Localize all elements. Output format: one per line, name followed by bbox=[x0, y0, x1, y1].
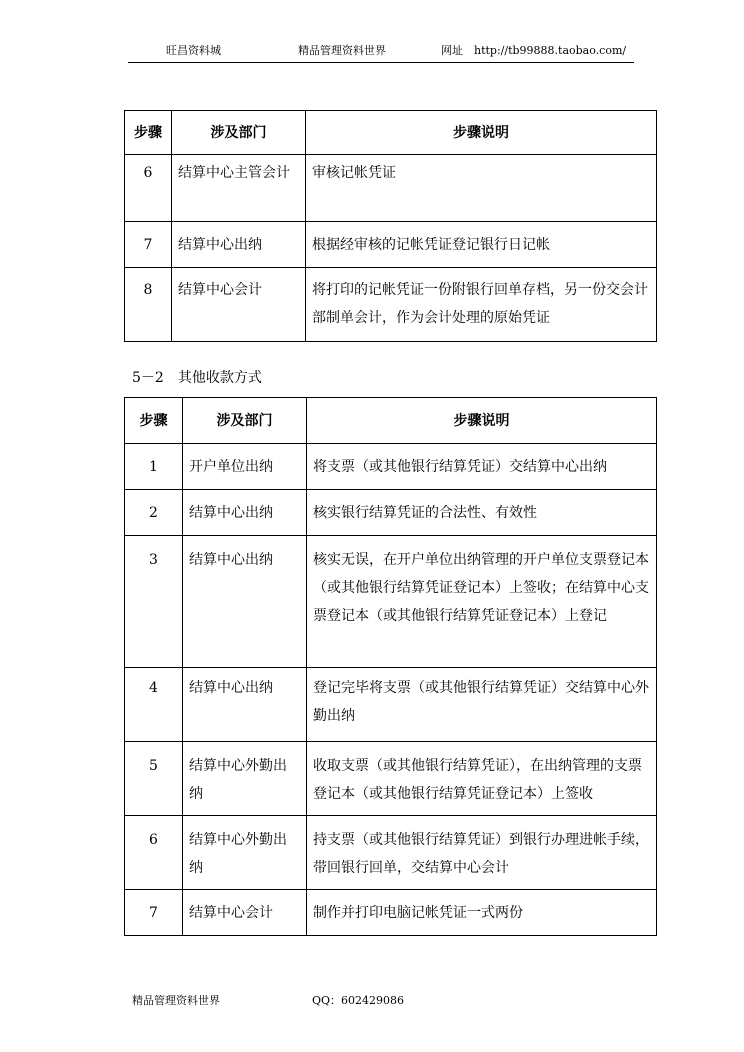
page-header bbox=[128, 44, 634, 63]
step-dept: 结算中心出纳 bbox=[183, 536, 307, 668]
step-number: 4 bbox=[125, 668, 183, 742]
table-row bbox=[125, 155, 657, 222]
step-dept: 结算中心出纳 bbox=[183, 490, 307, 536]
table-row bbox=[125, 222, 657, 268]
step-desc: 核实银行结算凭证的合法性、有效性 bbox=[307, 490, 657, 536]
step-desc: 核实无误，在开户单位出纳管理的开户单位支票登记本（或其他银行结算凭证登记本）上签收；在结算中心支票登记本（或其他银行结算凭证登记本）上登记 bbox=[307, 536, 657, 668]
table-row bbox=[125, 490, 657, 536]
column-header-desc: 步骤说明 bbox=[307, 398, 657, 444]
step-desc: 持支票（或其他银行结算凭证）到银行办理进帐手续，带回银行回单，交结算中心会计 bbox=[307, 816, 657, 890]
column-header-dept: 涉及部门 bbox=[172, 111, 306, 155]
step-desc: 将打印的记帐凭证一份附银行回单存档，另一份交会计部制单会计，作为会计处理的原始凭证 bbox=[306, 268, 657, 342]
column-header-step: 步骤 bbox=[125, 111, 172, 155]
table-row bbox=[125, 536, 657, 668]
step-dept: 结算中心会计 bbox=[183, 890, 307, 936]
table-header-row bbox=[125, 111, 657, 155]
step-desc: 根据经审核的记帐凭证登记银行日记帐 bbox=[306, 222, 657, 268]
step-desc: 审核记帐凭证 bbox=[306, 155, 657, 222]
footer-qq-number: QQ：602429086 bbox=[312, 994, 405, 1007]
footer-site-name: 精品管理资料世界 bbox=[132, 994, 220, 1007]
step-number: 3 bbox=[125, 536, 183, 668]
step-dept: 结算中心外勤出纳 bbox=[183, 742, 307, 816]
header-shop-name: 旺昌资料城 bbox=[166, 44, 221, 57]
step-number: 7 bbox=[125, 222, 172, 268]
header-url-link[interactable]: 网址 http://tb99888.taobao.com/ bbox=[441, 44, 627, 57]
step-dept: 结算中心会计 bbox=[172, 268, 306, 342]
step-number: 2 bbox=[125, 490, 183, 536]
step-dept: 结算中心出纳 bbox=[172, 222, 306, 268]
column-header-step: 步骤 bbox=[125, 398, 183, 444]
step-number: 6 bbox=[125, 816, 183, 890]
column-header-desc: 步骤说明 bbox=[306, 111, 657, 155]
table-row bbox=[125, 444, 657, 490]
table-row bbox=[125, 816, 657, 890]
step-number: 5 bbox=[125, 742, 183, 816]
step-desc: 制作并打印电脑记帐凭证一式两份 bbox=[307, 890, 657, 936]
table-row bbox=[125, 890, 657, 936]
table-row bbox=[125, 668, 657, 742]
step-desc: 将支票（或其他银行结算凭证）交结算中心出纳 bbox=[307, 444, 657, 490]
steps-table-1 bbox=[124, 110, 657, 342]
section-heading: 5－2 其他收款方式 bbox=[132, 370, 262, 386]
step-dept: 结算中心外勤出纳 bbox=[183, 816, 307, 890]
step-number: 6 bbox=[125, 155, 172, 222]
step-number: 7 bbox=[125, 890, 183, 936]
header-site-name: 精品管理资料世界 bbox=[298, 44, 386, 57]
step-dept: 结算中心出纳 bbox=[183, 668, 307, 742]
step-desc: 登记完毕将支票（或其他银行结算凭证）交结算中心外勤出纳 bbox=[307, 668, 657, 742]
steps-table-2 bbox=[124, 397, 657, 936]
table-header-row bbox=[125, 398, 657, 444]
table-row bbox=[125, 268, 657, 342]
step-number: 8 bbox=[125, 268, 172, 342]
step-dept: 开户单位出纳 bbox=[183, 444, 307, 490]
step-number: 1 bbox=[125, 444, 183, 490]
step-dept: 结算中心主管会计 bbox=[172, 155, 306, 222]
table-row bbox=[125, 742, 657, 816]
column-header-dept: 涉及部门 bbox=[183, 398, 307, 444]
step-desc: 收取支票（或其他银行结算凭证），在出纳管理的支票登记本（或其他银行结算凭证登记本）上签收 bbox=[307, 742, 657, 816]
